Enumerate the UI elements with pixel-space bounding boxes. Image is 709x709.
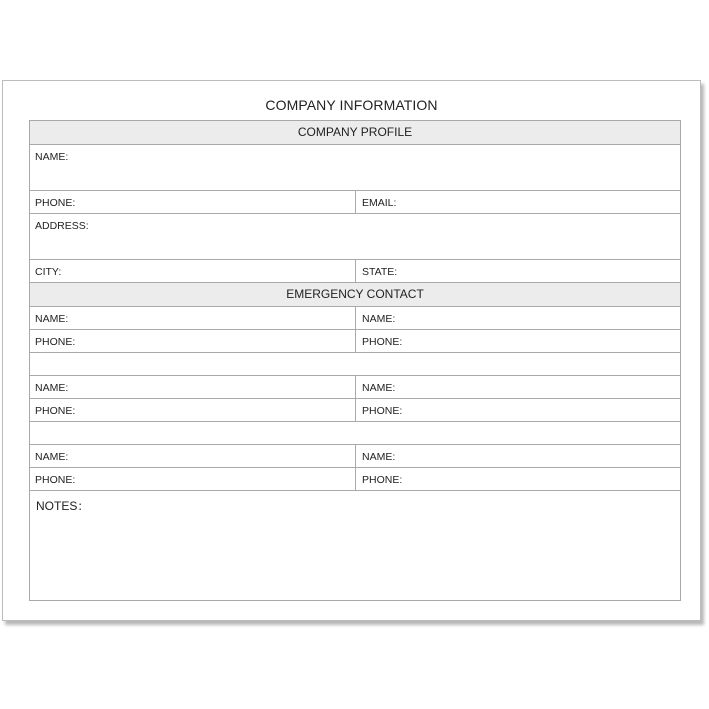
contact-name-field[interactable] (30, 307, 356, 329)
contact-name-field[interactable] (30, 376, 356, 398)
contact-phone-field[interactable] (356, 399, 680, 421)
contact-phone-field[interactable] (30, 399, 356, 421)
company-address-row (30, 214, 680, 260)
company-name-field[interactable] (30, 145, 680, 190)
contact-phone-field[interactable] (356, 330, 680, 352)
notes-label: NOTES： (36, 499, 90, 513)
contact-phone-label: PHONE: (35, 336, 76, 348)
form-title: COMPANY INFORMATION (265, 97, 438, 113)
contact-name-row (30, 445, 680, 468)
notes-area[interactable] (30, 491, 680, 601)
contact-name-row (30, 376, 680, 399)
company-profile-heading: COMPANY PROFILE (30, 121, 680, 145)
contact-name-field[interactable] (30, 445, 356, 467)
contact-phone-field[interactable] (30, 330, 356, 352)
contact-name-label: NAME: (35, 382, 69, 394)
contact-name-field[interactable] (356, 307, 680, 329)
company-city-state-row (30, 260, 680, 283)
company-name-row (30, 145, 680, 191)
contact-phone-label: PHONE: (362, 405, 403, 417)
contact-phone-label: PHONE: (362, 336, 403, 348)
contact-name-field[interactable] (356, 445, 680, 467)
contact-phone-label: PHONE: (35, 405, 76, 417)
contact-name-label: NAME: (35, 313, 69, 325)
emergency-contact-heading: EMERGENCY CONTACT (30, 283, 680, 307)
contact-name-row (30, 307, 680, 330)
contact-phone-row (30, 468, 680, 491)
company-state-label: STATE: (362, 266, 398, 278)
company-name-label: NAME: (35, 151, 69, 163)
contact-phone-label: PHONE: (362, 474, 403, 486)
contact-phone-row (30, 330, 680, 353)
company-email-field[interactable] (356, 191, 680, 213)
company-address-field[interactable] (30, 214, 680, 259)
contact-name-label: NAME: (35, 451, 69, 463)
company-phone-label: PHONE: (35, 197, 76, 209)
spacer-row (30, 353, 680, 376)
contact-phone-label: PHONE: (35, 474, 76, 486)
contact-name-label: NAME: (362, 313, 396, 325)
form-sheet (2, 80, 701, 621)
company-city-label: CITY: (35, 266, 62, 278)
company-state-field[interactable] (356, 260, 680, 282)
contact-name-field[interactable] (356, 376, 680, 398)
contact-phone-field[interactable] (30, 468, 356, 490)
contact-phone-field[interactable] (356, 468, 680, 490)
company-address-label: ADDRESS: (35, 220, 89, 232)
company-form (29, 120, 681, 601)
contact-name-label: NAME: (362, 382, 396, 394)
contact-name-label: NAME: (362, 451, 396, 463)
company-email-label: EMAIL: (362, 197, 397, 209)
spacer-row (30, 422, 680, 445)
company-phone-email-row (30, 191, 680, 214)
company-phone-field[interactable] (30, 191, 356, 213)
company-city-field[interactable] (30, 260, 356, 282)
contact-phone-row (30, 399, 680, 422)
